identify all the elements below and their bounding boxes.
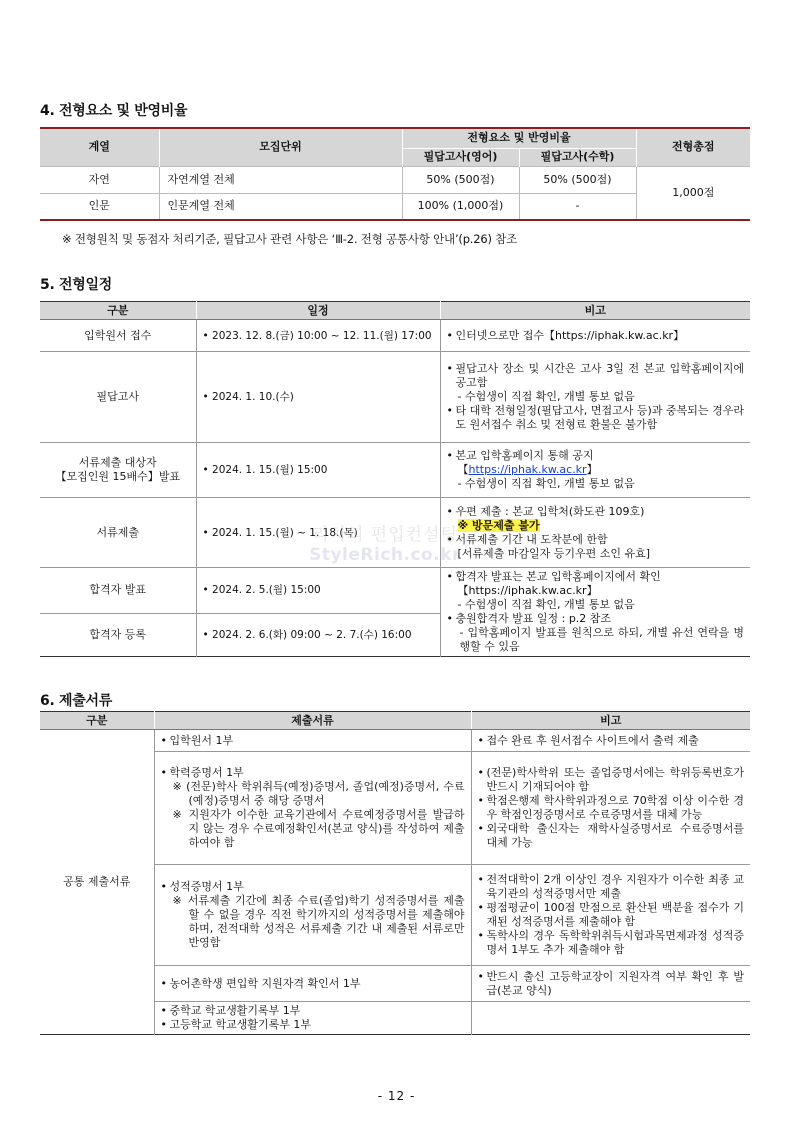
document-cell — [154, 1002, 471, 1035]
remark-line: • 외국대학 출신자는 재학사실증명서로 수료증명서를 대체 가능 — [478, 822, 745, 850]
row-english: 100% (1,000점) — [402, 193, 519, 220]
table-row — [40, 498, 750, 568]
document-line: • 중학교 학교생활기록부 1부 — [161, 1004, 465, 1018]
remarks-cell — [440, 568, 750, 657]
document-line: • 입학원서 1부 — [161, 734, 465, 748]
document-note: ※ (전문)학사 학위취득(예정)증명서, 졸업(예정)증명서, 수료(예정)증명서 중 해당 증명서 — [172, 780, 465, 807]
document-note: ※ 서류제출 기간에 최종 수료(졸업)학기 성적증명서를 제출할 수 없을 경우 직전 학기까지의 성적증명서를 제출해야 하며, 전적대학 성적은 서류제출 기간 내 제출된 서류로만 반영함 — [172, 894, 465, 949]
remark-line: • 접수 완료 후 원서접수 사이트에서 출력 제출 — [478, 734, 745, 748]
remark-line: • 충원합격자 발표 일정 : p.2 참조 — [447, 612, 745, 626]
row-math: - — [519, 193, 636, 220]
documents-table — [40, 711, 750, 1035]
selection-ratio-table — [40, 127, 750, 221]
header-documents: 제출서류 — [154, 712, 471, 730]
section-4-title: 4. 전형요소 및 반영비율 — [40, 103, 188, 119]
header-division: 구분 — [40, 712, 154, 730]
row-category: 인문 — [40, 193, 159, 220]
remarks-cell — [440, 498, 750, 568]
division-line: 【모집인원 15배수】발표 — [55, 470, 180, 483]
remark-sub-line: - 수험생이 직접 확인, 개별 통보 없음 — [457, 598, 635, 611]
remark-line: • 평점평균이 100점 만점으로 환산된 백분율 점수가 기재된 성적증명서를 제출해야 함 — [478, 901, 745, 929]
division-cell: 합격자 발표 — [40, 568, 196, 614]
remarks-cell — [471, 752, 750, 865]
division-line: 서류제출 대상자 — [78, 456, 157, 469]
table-row — [40, 443, 750, 498]
remarks-cell — [440, 320, 750, 352]
document-cell — [154, 966, 471, 1002]
remark-line: • 우편 제출 : 본교 입학처(화도관 109호) — [447, 505, 745, 519]
remark-line: • 필답고사 장소 및 시간은 고사 3일 전 본교 입학홈페이지에 공고함 — [447, 362, 745, 390]
page-number: - 12 - — [377, 1089, 416, 1103]
header-unit: 모집단위 — [159, 128, 402, 166]
header-remarks: 비고 — [440, 302, 750, 320]
remark-sub-line: [서류제출 마감일자 등기우편 소인 유효] — [457, 546, 651, 560]
remarks-cell — [440, 443, 750, 498]
division-cell: 입학원서 접수 — [40, 320, 196, 352]
document-line: • 농어촌학생 편입학 지원자격 확인서 1부 — [161, 977, 465, 991]
remark-line: • 타 대학 전형일정(필답고사, 면접고사 등)과 중복되는 경우라도 원서접수 취소 및 전형료 환불은 불가함 — [447, 404, 745, 432]
remarks-cell — [471, 1002, 750, 1035]
remark-line: • 합격자 발표는 본교 입학홈페이지에서 확인 — [447, 570, 745, 584]
division-cell: 필답고사 — [40, 352, 196, 443]
no-visit-notice: ※ 방문제출 불가 — [457, 518, 540, 532]
document-cell — [154, 865, 471, 966]
schedule-cell: • 2024. 1. 15.(월) 15:00 — [196, 443, 440, 498]
header-total: 전형총점 — [636, 128, 750, 166]
header-math: 필답고사(수학) — [519, 148, 636, 166]
section-4-note: ※ 전형원칙 및 동점자 처리기준, 필답고사 관련 사항은 ‘Ⅲ-2. 전형 공통사항 안내’(p.26) 참조 — [62, 232, 518, 246]
row-unit: 자연계열 전체 — [159, 166, 402, 193]
document-line: • 성적증명서 1부 — [161, 880, 465, 894]
division-cell: 서류제출 — [40, 498, 196, 568]
remark-sub-line: - 수험생이 직접 확인, 개별 통보 없음 — [457, 390, 635, 403]
bracket-open: 【 — [457, 463, 469, 476]
document-cell — [154, 752, 471, 865]
total-score: 1,000점 — [636, 166, 750, 220]
header-english: 필답고사(영어) — [402, 148, 519, 166]
header-remarks: 비고 — [471, 712, 750, 730]
division-cell: 합격자 등록 — [40, 613, 196, 657]
row-math: 50% (500점) — [519, 166, 636, 193]
remark-line: • 전적대학이 2개 이상인 경우 지원자가 이수한 최종 교육기관의 성적증명서만 제출 — [478, 873, 745, 901]
remark-sub-line: 【https://iphak.kw.ac.kr】 — [457, 584, 598, 597]
header-category: 계열 — [40, 128, 159, 166]
header-division: 구분 — [40, 302, 196, 320]
table-row — [40, 352, 750, 443]
bracket-close: 】 — [586, 463, 598, 476]
section-6-title: 6. 제출서류 — [40, 693, 112, 709]
table-row — [40, 568, 750, 614]
watermark-line: StyleRich.co.kr — [309, 545, 461, 565]
remarks-cell — [471, 730, 750, 752]
row-category: 자연 — [40, 166, 159, 193]
remark-link-line — [447, 463, 745, 477]
remarks-cell — [440, 352, 750, 443]
header-ratio-group: 전형요소 및 반영비율 — [402, 128, 636, 148]
remark-sub-line: - 수험생이 직접 확인, 개별 통보 없음 — [457, 477, 635, 490]
row-english: 50% (500점) — [402, 166, 519, 193]
schedule-cell: • 2024. 1. 15.(월) ~ 1. 18.(목) — [196, 498, 440, 568]
document-note: ※ 지원자가 이수한 교육기관에서 수료예정증명서를 발급하지 않는 경우 수료예정확인서(본교 양식)를 작성하여 제출하여야 함 — [172, 808, 465, 849]
header-schedule: 일정 — [196, 302, 440, 320]
document-line: • 학력증명서 1부 — [161, 766, 465, 780]
remark-sub-line: - 입학홈페이지 발표를 원칙으로 하되, 개별 유선 연락을 병행할 수 있음 — [459, 626, 744, 653]
admission-site-link[interactable]: https://iphak.kw.ac.kr — [468, 463, 587, 476]
division-cell — [40, 443, 196, 498]
remark-line: • 본교 입학홈페이지 통해 공지 — [447, 449, 745, 463]
section-5-title: 5. 전형일정 — [40, 277, 112, 293]
table-row — [40, 730, 750, 752]
remark-line: • (전문)학사학위 또는 졸업증명서에는 학위등록번호가 반드시 기재되어야 함 — [478, 766, 745, 794]
schedule-cell: • 2024. 2. 6.(화) 09:00 ~ 2. 7.(수) 16:00 — [196, 613, 440, 657]
division-cell: 공통 제출서류 — [40, 730, 154, 1035]
remark-line: • 반드시 출신 고등학교장이 지원자격 여부 확인 후 발급(본교 양식) — [478, 970, 745, 998]
remark-line: • 독학사의 경우 독학학위취득시험과목면제과정 성적증명서 1부도 추가 제출해야 함 — [478, 929, 745, 957]
remark-line: • 인터넷으로만 접수【https://iphak.kw.ac.kr】 — [447, 329, 745, 343]
schedule-cell: • 2024. 2. 5.(월) 15:00 — [196, 568, 440, 614]
document-line: • 고등학교 학교생활기록부 1부 — [161, 1018, 465, 1032]
schedule-cell: • 2024. 1. 10.(수) — [196, 352, 440, 443]
remark-line: • 서류제출 기간 내 도착분에 한함 — [447, 533, 745, 547]
schedule-cell: • 2023. 12. 8.(금) 10:00 ~ 12. 11.(월) 17:00 — [196, 320, 440, 352]
row-unit: 인문계열 전체 — [159, 193, 402, 220]
remark-line: • 학점은행제 학사학위과정으로 70학점 이상 이수한 경우 학점인정증명서로 수료증명서를 대체 가능 — [478, 794, 745, 822]
document-cell — [154, 730, 471, 752]
schedule-table — [40, 301, 750, 657]
watermark-line: 리치의 편입컨설팅 — [312, 525, 458, 545]
table-row — [40, 166, 750, 193]
table-row — [40, 320, 750, 352]
remarks-cell — [471, 865, 750, 966]
remarks-cell — [471, 966, 750, 1002]
